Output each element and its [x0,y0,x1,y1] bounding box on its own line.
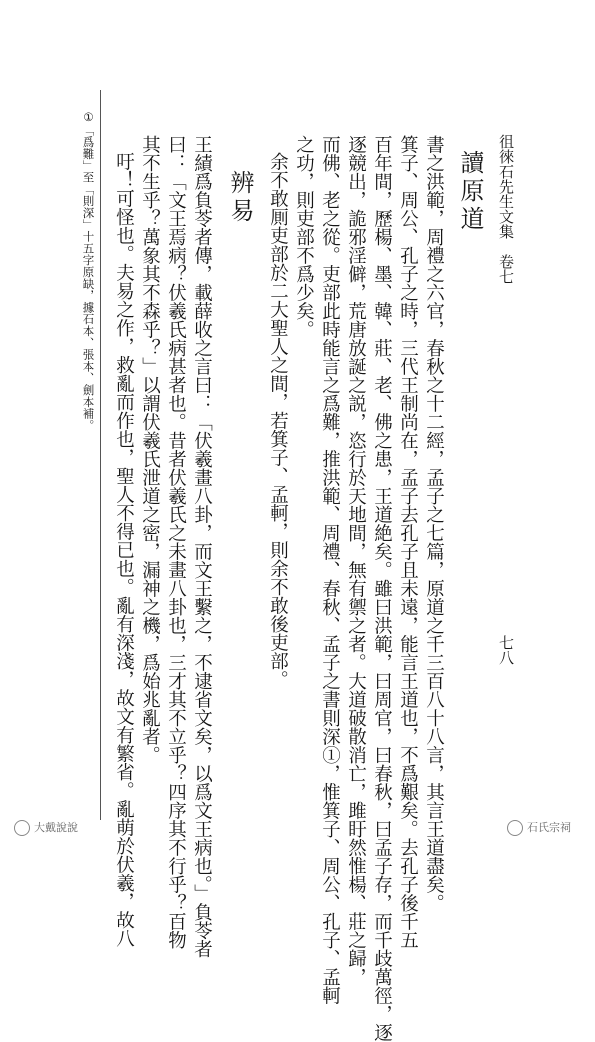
right-watermark: 石氏宗祠 [507,819,571,836]
wechat-logo-icon [507,820,523,836]
footnote-rule [100,90,101,820]
footnote-text: 「爲難」至「則深」十五字原缺，據石本、張本、劍本補。 [81,124,96,432]
text-column: 而佛、老之從。吏部此時能言之爲難，推洪範、周禮、春秋、孟子之書則深①，惟箕子、周公、孔子、孟軻 [319,135,341,1005]
text-column: 箕子、周公、孔子之時，三代王制尚在，孟子去孔子且未遠，能言王道也，不爲艱矣。去孔子後千五 [397,135,419,949]
watermark-logo-icon [14,820,30,836]
text-column: 王績爲負苓者傳，載薛收之言曰：「伏羲畫八卦，而文王繫之，不逮省文矣，以爲文王病也。」負苓者 [191,135,213,959]
left-watermark: 大戴說說 [14,819,78,836]
footnote-marker: ① [81,110,96,125]
section-title-bian-yi: 辨易 [226,170,254,226]
section-title-du-yuan-dao: 讀原道 [456,150,484,234]
page-number: 七八 [497,635,515,665]
text-column: 吁！可怪也。夫易之作，救亂而作也，聖人不得已也。亂有深淺，故文有繁省。亂萌於伏羲，故八 [113,152,135,948]
text-column: 其不生乎？萬象其不森乎？」以謂伏羲氏泄道之密，漏神之機，爲始兆亂者。 [139,135,161,764]
running-header: 徂徠石先生文集 卷七 [497,134,515,284]
text-column: 余不敢厠吏部於二大聖人之間，若箕子、孟軻，則余不敢後吏部。 [267,152,289,689]
footnote [82,110,94,431]
text-column: 逐競出，詭邪淫僻，荒唐放誕之説，恣行於天地間，無有禦之者。大道破散消亡，雎盱然惟楊、莊之歸， [345,135,367,986]
text-column: 百年間，歷楊、墨、韓、莊、老、佛之患，王道絶矣。雖曰洪範，曰周官，曰春秋，曰孟子存，而千歧萬徑，逐 [371,135,393,1042]
text-column: 曰：「文王焉病？伏羲氏病甚者也。昔者伏羲氏之未畫八卦也，三才其不立乎？四序其不行乎？百物 [165,135,187,949]
text-column: 書之洪範，周禮之六官，春秋之十二經，孟子之七篇，原道之千三百八十八言，其言王道盡矣。 [423,135,445,912]
text-column: 之功，則吏部不爲少矣。 [293,135,315,339]
